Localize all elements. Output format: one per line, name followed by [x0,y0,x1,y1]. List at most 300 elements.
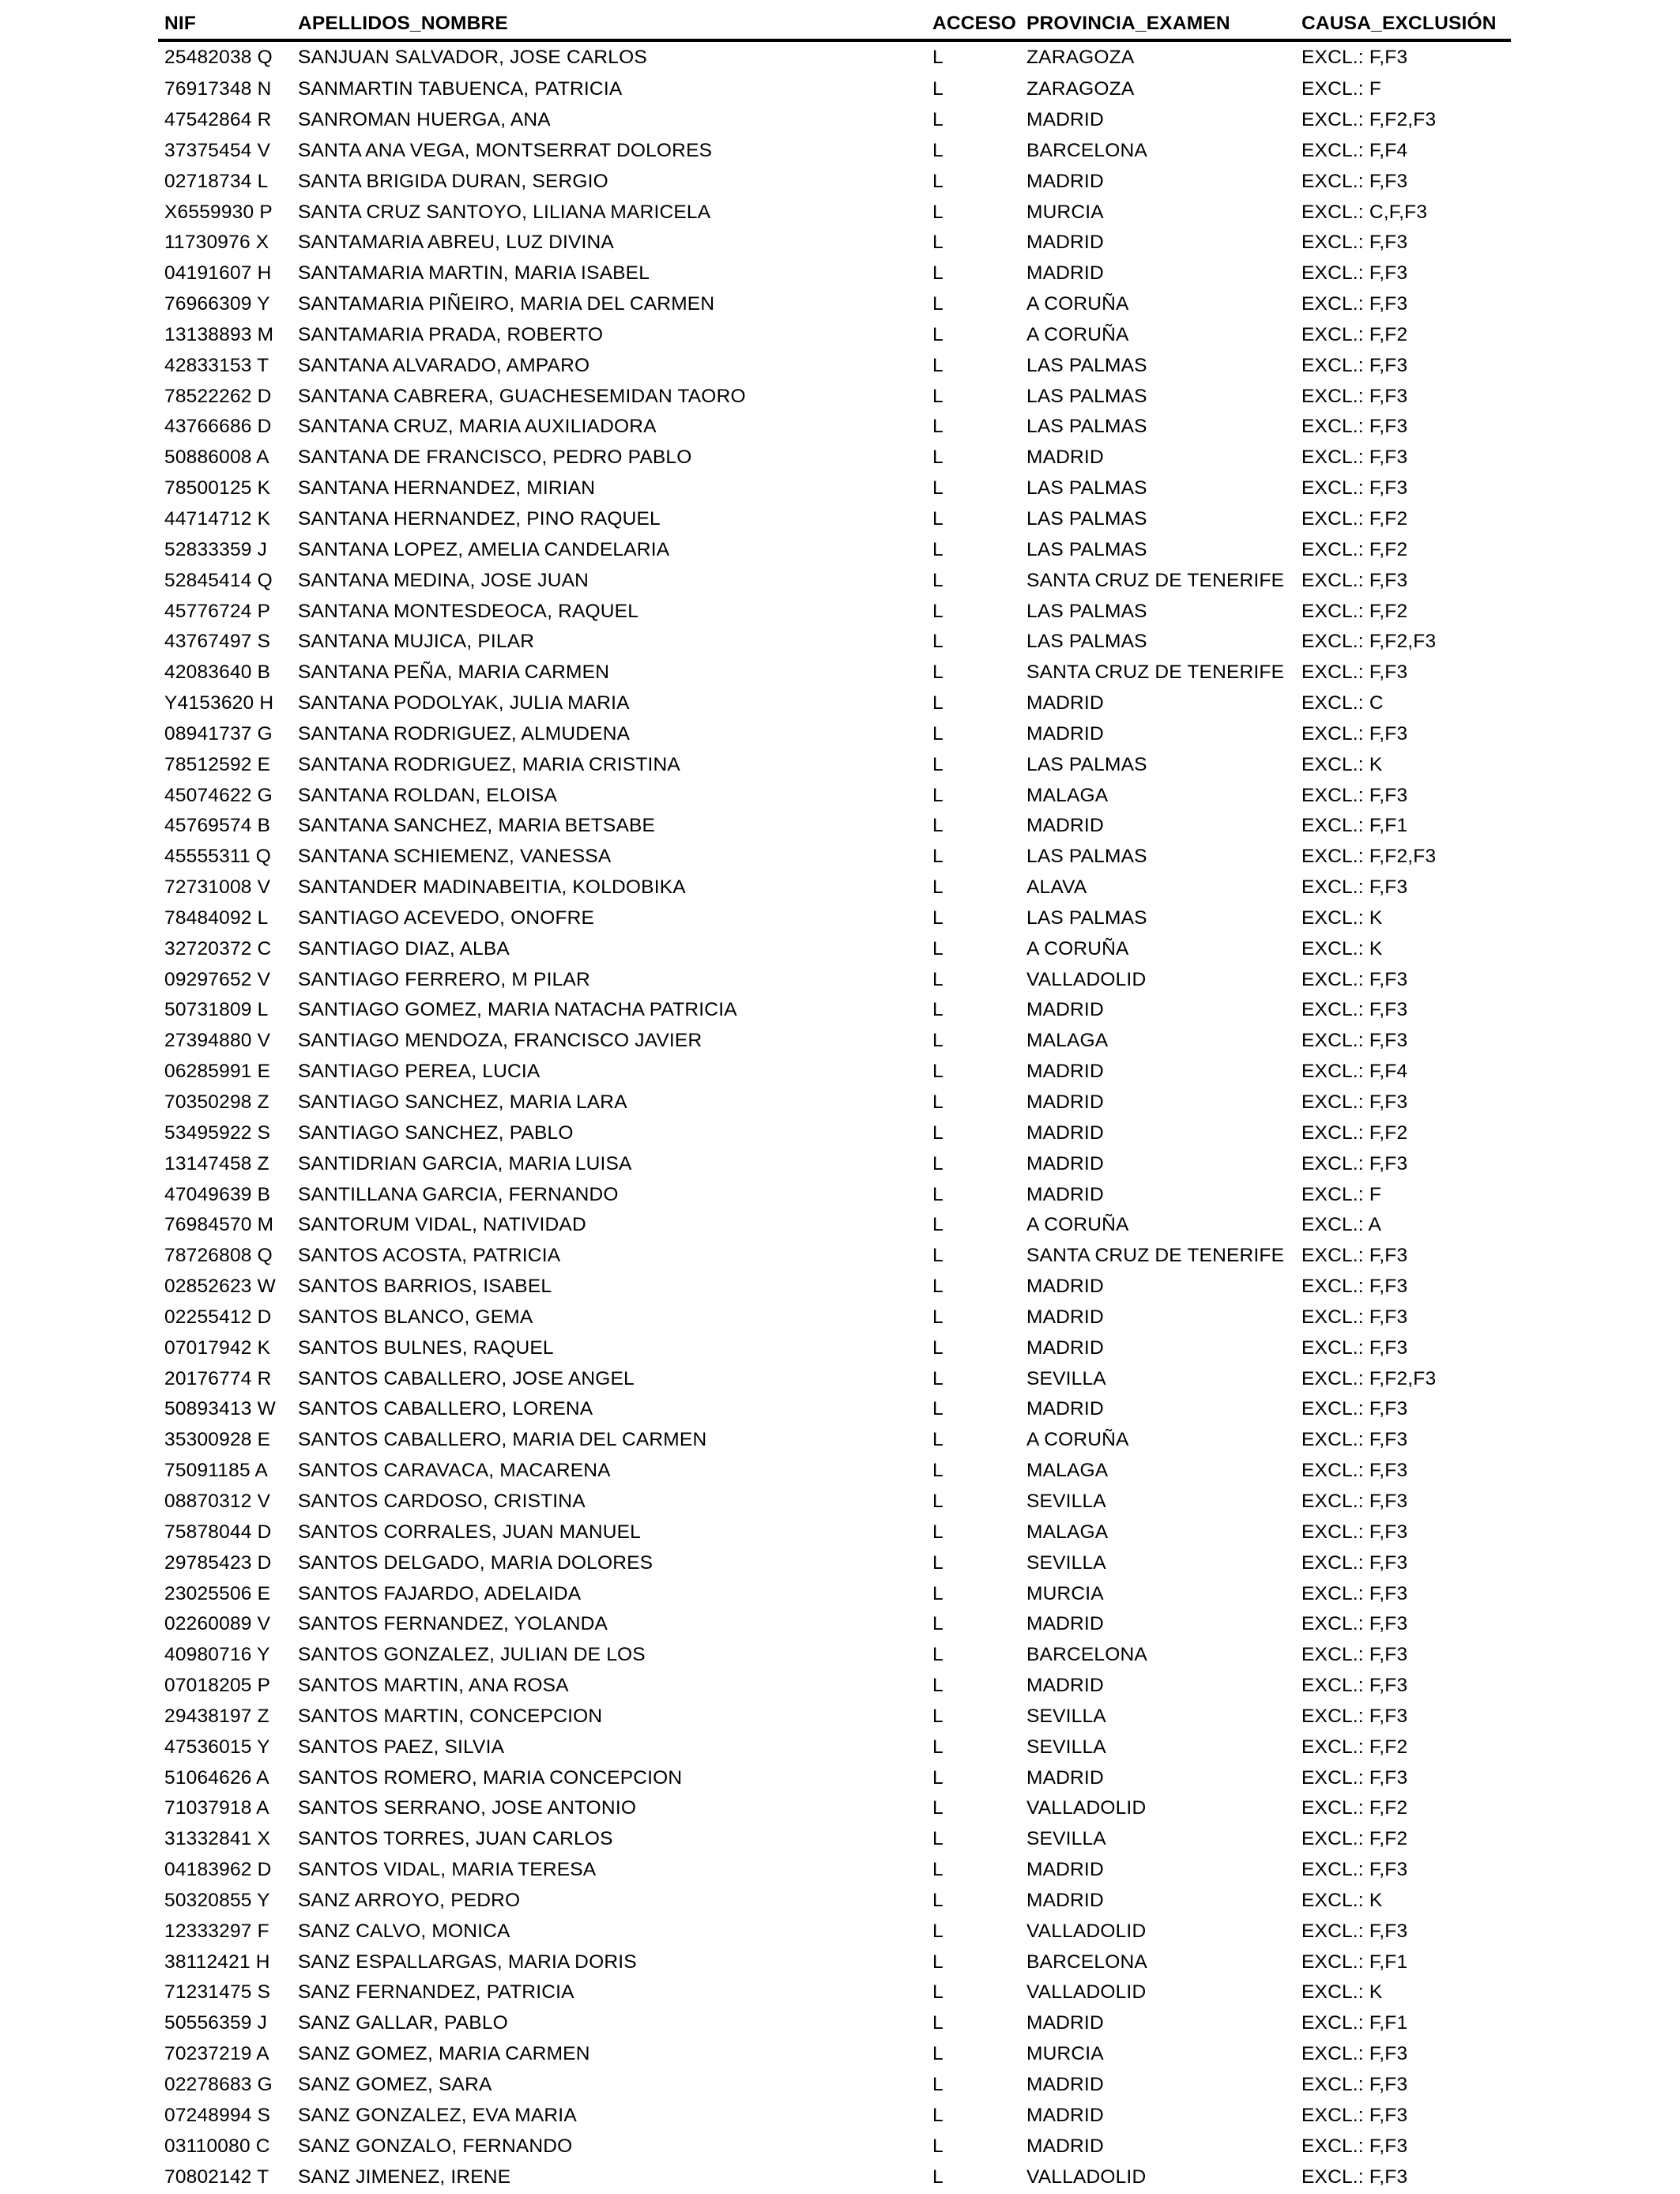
nif-cell: 35300928 E [164,1429,271,1451]
causa-exclusion-cell: EXCL.: C,F,F3 [1301,201,1428,223]
causa-exclusion-cell: EXCL.: F,F2,F3 [1301,846,1437,868]
causa-exclusion-cell: EXCL.: F,F3 [1301,1859,1408,1881]
acceso-cell: L [932,1183,944,1205]
table-row [158,903,1511,934]
provincia-examen-cell: A CORUÑA [1026,323,1129,345]
causa-exclusion-cell: EXCL.: F,F3 [1301,2166,1408,2188]
causa-exclusion-cell: EXCL.: F,F3 [1301,354,1408,376]
apellidos-nombre-cell: SANTIAGO FERRERO, M PILAR [298,968,590,990]
causa-exclusion-cell: EXCL.: F,F1 [1301,1951,1408,1973]
table-row [158,412,1511,443]
table-row [158,351,1511,382]
provincia-examen-cell: LAS PALMAS [1026,600,1147,622]
table-row [158,1149,1511,1180]
acceso-cell: L [932,507,944,530]
provincia-examen-cell: ALAVA [1026,876,1087,899]
acceso-cell: L [932,1859,944,1881]
nif-cell: 47536015 Y [164,1736,270,1758]
provincia-examen-cell: MADRID [1026,109,1104,131]
table-row [158,873,1511,903]
header-nif: NIF [158,8,292,40]
causa-exclusion-cell: EXCL.: C [1301,692,1384,714]
provincia-examen-cell: LAS PALMAS [1026,907,1147,929]
acceso-cell: L [932,1582,944,1604]
provincia-examen-cell: MADRID [1026,1398,1104,1420]
apellidos-nombre-cell: SANTANA ALVARADO, AMPARO [298,354,590,376]
header-causa-exclusion: CAUSA_EXCLUSIÓN [1295,8,1511,40]
acceso-cell: L [932,1367,944,1389]
table-row [158,1917,1511,1947]
causa-exclusion-cell: EXCL.: F,F2 [1301,323,1408,345]
causa-exclusion-cell: EXCL.: F,F3 [1301,1920,1408,1942]
acceso-cell: L [932,170,944,192]
causa-exclusion-cell: EXCL.: F,F3 [1301,1613,1408,1635]
provincia-examen-cell: SEVILLA [1026,1736,1106,1758]
provincia-examen-cell: MADRID [1026,1613,1104,1635]
acceso-cell: L [932,1797,944,1819]
nif-cell: 50893413 W [164,1398,276,1420]
nif-cell: 70802142 T [164,2166,269,2188]
acceso-cell: L [932,1675,944,1697]
acceso-cell: L [932,139,944,161]
provincia-examen-cell: SANTA CRUZ DE TENERIFE [1026,569,1285,591]
table-row [158,1241,1511,1272]
causa-exclusion-cell: EXCL.: K [1301,1981,1383,2004]
acceso-cell: L [932,815,944,837]
causa-exclusion-cell: EXCL.: F,F3 [1301,1766,1408,1789]
nif-cell: 12333297 F [164,1920,269,1942]
provincia-examen-cell: VALLADOLID [1026,1981,1147,2004]
table-row [158,566,1511,597]
acceso-cell: L [932,109,944,131]
causa-exclusion-cell: EXCL.: F,F3 [1301,1030,1408,1052]
apellidos-nombre-cell: SANTIAGO GOMEZ, MARIA NATACHA PATRICIA [298,999,737,1021]
causa-exclusion-cell: EXCL.: F,F3 [1301,999,1408,1021]
causa-exclusion-cell: EXCL.: F,F4 [1301,1061,1408,1083]
causa-exclusion-cell: EXCL.: F,F3 [1301,447,1408,469]
provincia-examen-cell: MADRID [1026,1152,1104,1174]
table-row [158,811,1511,842]
provincia-examen-cell: MADRID [1026,815,1104,837]
provincia-examen-cell: SEVILLA [1026,1551,1106,1574]
provincia-examen-cell: LAS PALMAS [1026,385,1147,407]
causa-exclusion-cell: EXCL.: K [1301,907,1383,929]
exclusion-table [158,8,1511,2192]
table-row [158,197,1511,228]
acceso-cell: L [932,1705,944,1727]
acceso-cell: L [932,2043,944,2065]
provincia-examen-cell: MADRID [1026,1859,1104,1881]
nif-cell: 20176774 R [164,1367,272,1389]
nif-cell: 02255412 D [164,1306,272,1328]
apellidos-nombre-cell: SANTANA LOPEZ, AMELIA CANDELARIA [298,538,670,560]
apellidos-nombre-cell: SANTANA SANCHEZ, MARIA BETSABE [298,815,656,837]
apellidos-nombre-cell: SANTIAGO DIAZ, ALBA [298,937,510,959]
causa-exclusion-cell: EXCL.: F,F3 [1301,1398,1408,1420]
causa-exclusion-cell: EXCL.: F,F3 [1301,2104,1408,2126]
provincia-examen-cell: MADRID [1026,1766,1104,1789]
provincia-examen-cell: LAS PALMAS [1026,846,1147,868]
apellidos-nombre-cell: SANZ GALLAR, PABLO [298,2012,508,2034]
nif-cell: 02260089 V [164,1613,271,1635]
provincia-examen-cell: MADRID [1026,1122,1104,1144]
apellidos-nombre-cell: SANTANA PEÑA, MARIA CARMEN [298,662,610,684]
apellidos-nombre-cell: SANTANA PODOLYAK, JULIA MARIA [298,692,630,714]
apellidos-nombre-cell: SANTILLANA GARCIA, FERNANDO [298,1183,619,1205]
nif-cell: 50731809 L [164,999,269,1021]
provincia-examen-cell: MADRID [1026,1183,1104,1205]
provincia-examen-cell: MADRID [1026,2074,1104,2096]
table-row [158,842,1511,873]
nif-cell: 07017942 K [164,1336,271,1359]
table-row [158,1210,1511,1241]
causa-exclusion-cell: EXCL.: F,F3 [1301,1644,1408,1666]
table-row [158,2039,1511,2070]
apellidos-nombre-cell: SANTIAGO SANCHEZ, MARIA LARA [298,1091,627,1114]
causa-exclusion-cell: EXCL.: F,F2 [1301,538,1408,560]
provincia-examen-cell: SEVILLA [1026,1490,1106,1512]
table-row [158,1057,1511,1088]
table-row [158,105,1511,136]
nif-cell: 45074622 G [164,784,273,806]
provincia-examen-cell: MADRID [1026,1889,1104,1911]
table-row [158,964,1511,995]
nif-cell: 38112421 H [164,1951,270,1973]
apellidos-nombre-cell: SANTOS CABALLERO, LORENA [298,1398,593,1420]
acceso-cell: L [932,1276,944,1298]
table-row [158,1762,1511,1793]
nif-cell: 47049639 B [164,1183,271,1205]
apellidos-nombre-cell: SANTIAGO SANCHEZ, PABLO [298,1122,574,1144]
table-row [158,2101,1511,2132]
table-row [158,1487,1511,1517]
provincia-examen-cell: MADRID [1026,1336,1104,1359]
nif-cell: 25482038 Q [164,47,273,69]
table-row [158,1333,1511,1364]
acceso-cell: L [932,1920,944,1942]
nif-cell: 04191607 H [164,262,272,285]
table-row [158,596,1511,627]
acceso-cell: L [932,2104,944,2126]
apellidos-nombre-cell: SANTANA ROLDAN, ELOISA [298,784,557,806]
apellidos-nombre-cell: SANTANDER MADINABEITIA, KOLDOBIKA [298,876,686,899]
apellidos-nombre-cell: SANTANA RODRIGUEZ, ALMUDENA [298,722,631,745]
apellidos-nombre-cell: SANTAMARIA MARTIN, MARIA ISABEL [298,262,650,285]
table-body [158,40,1511,2192]
apellidos-nombre-cell: SANTORUM VIDAL, NATIVIDAD [298,1214,586,1236]
apellidos-nombre-cell: SANZ GONZALEZ, EVA MARIA [298,2104,577,2126]
causa-exclusion-cell: EXCL.: F,F3 [1301,1675,1408,1697]
provincia-examen-cell: LAS PALMAS [1026,354,1147,376]
causa-exclusion-cell: EXCL.: F,F3 [1301,968,1408,990]
causa-exclusion-cell: EXCL.: F,F2 [1301,1828,1408,1850]
acceso-cell: L [932,47,944,69]
provincia-examen-cell: MADRID [1026,262,1104,285]
provincia-examen-cell: SEVILLA [1026,1705,1106,1727]
provincia-examen-cell: MURCIA [1026,2043,1104,2065]
acceso-cell: L [932,876,944,899]
table-row [158,1640,1511,1671]
table-row [158,1088,1511,1118]
nif-cell: 27394880 V [164,1030,271,1052]
causa-exclusion-cell: EXCL.: F,F2 [1301,1122,1408,1144]
causa-exclusion-cell: EXCL.: F,F3 [1301,662,1408,684]
provincia-examen-cell: VALLADOLID [1026,968,1147,990]
causa-exclusion-cell: EXCL.: F,F1 [1301,2012,1408,2034]
provincia-examen-cell: LAS PALMAS [1026,631,1147,653]
table-row [158,320,1511,351]
table-row [158,780,1511,811]
acceso-cell: L [932,1306,944,1328]
apellidos-nombre-cell: SANTOS CARDOSO, CRISTINA [298,1490,586,1512]
nif-cell: 78512592 E [164,753,271,775]
causa-exclusion-cell: EXCL.: F,F3 [1301,262,1408,285]
causa-exclusion-cell: EXCL.: F,F3 [1301,569,1408,591]
acceso-cell: L [932,569,944,591]
apellidos-nombre-cell: SANTANA SCHIEMENZ, VANESSA [298,846,612,868]
table-row [158,934,1511,965]
causa-exclusion-cell: EXCL.: K [1301,937,1383,959]
provincia-examen-cell: MADRID [1026,1306,1104,1328]
acceso-cell: L [932,447,944,469]
apellidos-nombre-cell: SANTOS SERRANO, JOSE ANTONIO [298,1797,637,1819]
nif-cell: 29785423 D [164,1551,272,1574]
provincia-examen-cell: SEVILLA [1026,1367,1106,1389]
nif-cell: 53495922 S [164,1122,271,1144]
apellidos-nombre-cell: SANTANA CRUZ, MARIA AUXILIADORA [298,416,657,438]
table-header [158,8,1511,40]
nif-cell: 71231475 S [164,1981,271,2004]
provincia-examen-cell: SEVILLA [1026,1828,1106,1850]
causa-exclusion-cell: EXCL.: F,F3 [1301,876,1408,899]
table-row [158,228,1511,258]
causa-exclusion-cell: EXCL.: F,F3 [1301,1245,1408,1267]
nif-cell: 02718734 L [164,170,269,192]
nif-cell: 78726808 Q [164,1245,273,1267]
apellidos-nombre-cell: SANTOS CORRALES, JUAN MANUEL [298,1521,641,1543]
acceso-cell: L [932,1521,944,1543]
table-row [158,1702,1511,1732]
provincia-examen-cell: ZARAGOZA [1026,47,1135,69]
apellidos-nombre-cell: SANTOS FERNANDEZ, YOLANDA [298,1613,608,1635]
nif-cell: 09297652 V [164,968,271,990]
nif-cell: 50556359 J [164,2012,268,2034]
table-row [158,1886,1511,1917]
table-row [158,1179,1511,1210]
header-acceso: ACCESO [926,8,1020,40]
apellidos-nombre-cell: SANTIAGO MENDOZA, FRANCISCO JAVIER [298,1030,703,1052]
nif-cell: 44714712 K [164,507,271,530]
causa-exclusion-cell: EXCL.: F,F3 [1301,1336,1408,1359]
causa-exclusion-cell: EXCL.: A [1301,1214,1382,1236]
provincia-examen-cell: MADRID [1026,1091,1104,1114]
table-row [158,1947,1511,1977]
nif-cell: 31332841 X [164,1828,271,1850]
provincia-examen-cell: MADRID [1026,1276,1104,1298]
apellidos-nombre-cell: SANTOS VIDAL, MARIA TERESA [298,1859,597,1881]
acceso-cell: L [932,201,944,223]
provincia-examen-cell: BARCELONA [1026,139,1147,161]
provincia-examen-cell: A CORUÑA [1026,937,1129,959]
apellidos-nombre-cell: SANROMAN HUERGA, ANA [298,109,551,131]
acceso-cell: L [932,1551,944,1574]
provincia-examen-cell: MURCIA [1026,1582,1104,1604]
provincia-examen-cell: MURCIA [1026,201,1104,223]
nif-cell: 23025506 E [164,1582,271,1604]
causa-exclusion-cell: EXCL.: F,F2,F3 [1301,631,1437,653]
apellidos-nombre-cell: SANTANA CABRERA, GUACHESEMIDAN TAORO [298,385,746,407]
nif-cell: 32720372 C [164,937,272,959]
apellidos-nombre-cell: SANTOS FAJARDO, ADELAIDA [298,1582,582,1604]
table-row [158,473,1511,504]
causa-exclusion-cell: EXCL.: K [1301,1889,1383,1911]
nif-cell: X6559930 P [164,201,273,223]
table-row [158,719,1511,750]
acceso-cell: L [932,907,944,929]
table-row [158,2008,1511,2039]
acceso-cell: L [932,1613,944,1635]
nif-cell: 07018205 P [164,1675,271,1697]
provincia-examen-cell: A CORUÑA [1026,1429,1129,1451]
provincia-examen-cell: MADRID [1026,170,1104,192]
apellidos-nombre-cell: SANTOS ACOSTA, PATRICIA [298,1245,561,1267]
apellidos-nombre-cell: SANTOS ROMERO, MARIA CONCEPCION [298,1766,683,1789]
provincia-examen-cell: ZARAGOZA [1026,78,1135,100]
apellidos-nombre-cell: SANMARTIN TABUENCA, PATRICIA [298,78,623,100]
acceso-cell: L [932,416,944,438]
causa-exclusion-cell: EXCL.: F,F4 [1301,139,1408,161]
nif-cell: 78500125 K [164,477,271,499]
apellidos-nombre-cell: SANTA CRUZ SANTOYO, LILIANA MARICELA [298,201,711,223]
apellidos-nombre-cell: SANZ ESPALLARGAS, MARIA DORIS [298,1951,637,1973]
acceso-cell: L [932,1981,944,2004]
nif-cell: 70237219 A [164,2043,269,2065]
acceso-cell: L [932,1736,944,1758]
acceso-cell: L [932,323,944,345]
apellidos-nombre-cell: SANTAMARIA PRADA, ROBERTO [298,323,604,345]
acceso-cell: L [932,538,944,560]
acceso-cell: L [932,1644,944,1666]
acceso-cell: L [932,753,944,775]
causa-exclusion-cell: EXCL.: F,F3 [1301,722,1408,745]
table-row [158,504,1511,535]
apellidos-nombre-cell: SANZ FERNANDEZ, PATRICIA [298,1981,574,2004]
table-row [158,1363,1511,1394]
acceso-cell: L [932,1951,944,1973]
provincia-examen-cell: MADRID [1026,2135,1104,2157]
nif-cell: 29438197 Z [164,1705,269,1727]
table-row [158,995,1511,1026]
table-row [158,74,1511,105]
table-row [158,1456,1511,1487]
causa-exclusion-cell: EXCL.: F [1301,1183,1381,1205]
acceso-cell: L [932,293,944,315]
provincia-examen-cell: MALAGA [1026,1030,1109,1052]
causa-exclusion-cell: EXCL.: F,F2 [1301,507,1408,530]
causa-exclusion-cell: EXCL.: F,F3 [1301,1091,1408,1114]
table-row [158,1609,1511,1640]
table-row [158,1425,1511,1456]
provincia-examen-cell: LAS PALMAS [1026,538,1147,560]
provincia-examen-cell: VALLADOLID [1026,2166,1147,2188]
acceso-cell: L [932,385,944,407]
acceso-cell: L [932,2012,944,2034]
provincia-examen-cell: MADRID [1026,2104,1104,2126]
acceso-cell: L [932,846,944,868]
nif-cell: 43767497 S [164,631,271,653]
causa-exclusion-cell: EXCL.: F,F3 [1301,1460,1408,1482]
acceso-cell: L [932,2166,944,2188]
causa-exclusion-cell: EXCL.: F,F3 [1301,1306,1408,1328]
acceso-cell: L [932,631,944,653]
nif-cell: 45776724 P [164,600,271,622]
causa-exclusion-cell: EXCL.: F,F3 [1301,477,1408,499]
apellidos-nombre-cell: SANTANA MONTESDEOCA, RAQUEL [298,600,639,622]
apellidos-nombre-cell: SANTOS BARRIOS, ISABEL [298,1276,552,1298]
provincia-examen-cell: MALAGA [1026,1521,1109,1543]
acceso-cell: L [932,1245,944,1267]
causa-exclusion-cell: EXCL.: F,F3 [1301,416,1408,438]
acceso-cell: L [932,477,944,499]
nif-cell: 52845414 Q [164,569,273,591]
causa-exclusion-cell: EXCL.: F,F3 [1301,385,1408,407]
causa-exclusion-cell: EXCL.: F,F2 [1301,1736,1408,1758]
provincia-examen-cell: MADRID [1026,2012,1104,2034]
apellidos-nombre-cell: SANTOS BULNES, RAQUEL [298,1336,554,1359]
acceso-cell: L [932,662,944,684]
provincia-examen-cell: MADRID [1026,722,1104,745]
apellidos-nombre-cell: SANTOS MARTIN, CONCEPCION [298,1705,603,1727]
provincia-examen-cell: BARCELONA [1026,1951,1147,1973]
causa-exclusion-cell: EXCL.: F,F3 [1301,293,1408,315]
acceso-cell: L [932,1214,944,1236]
acceso-cell: L [932,2135,944,2157]
apellidos-nombre-cell: SANJUAN SALVADOR, JOSE CARLOS [298,47,647,69]
nif-cell: 04183962 D [164,1859,272,1881]
provincia-examen-cell: MADRID [1026,1061,1104,1083]
apellidos-nombre-cell: SANTOS CABALLERO, MARIA DEL CARMEN [298,1429,707,1451]
causa-exclusion-cell: EXCL.: F [1301,78,1381,100]
acceso-cell: L [932,354,944,376]
apellidos-nombre-cell: SANTIAGO ACEVEDO, ONOFRE [298,907,595,929]
nif-cell: 78522262 D [164,385,272,407]
acceso-cell: L [932,2074,944,2096]
provincia-examen-cell: MADRID [1026,232,1104,254]
causa-exclusion-cell: EXCL.: F,F1 [1301,815,1408,837]
provincia-examen-cell: LAS PALMAS [1026,753,1147,775]
causa-exclusion-cell: EXCL.: F,F3 [1301,1521,1408,1543]
acceso-cell: L [932,1336,944,1359]
provincia-examen-cell: SANTA CRUZ DE TENERIFE [1026,1245,1285,1267]
causa-exclusion-cell: EXCL.: F,F3 [1301,170,1408,192]
causa-exclusion-cell: EXCL.: F,F3 [1301,1276,1408,1298]
nif-cell: 75091185 A [164,1460,268,1482]
table-row [158,1118,1511,1149]
provincia-examen-cell: LAS PALMAS [1026,507,1147,530]
nif-cell: 13147458 Z [164,1152,269,1174]
apellidos-nombre-cell: SANZ GOMEZ, SARA [298,2074,492,2096]
provincia-examen-cell: A CORUÑA [1026,1214,1129,1236]
table-row [158,1732,1511,1763]
table-row [158,1302,1511,1333]
table-row [158,1977,1511,2008]
table-row [158,1671,1511,1702]
apellidos-nombre-cell: SANTOS TORRES, JUAN CARLOS [298,1828,613,1850]
acceso-cell: L [932,1152,944,1174]
nif-cell: 76984570 M [164,1214,274,1236]
table-row [158,1793,1511,1824]
header-apellidos-nombre: APELLIDOS_NOMBRE [292,8,926,40]
